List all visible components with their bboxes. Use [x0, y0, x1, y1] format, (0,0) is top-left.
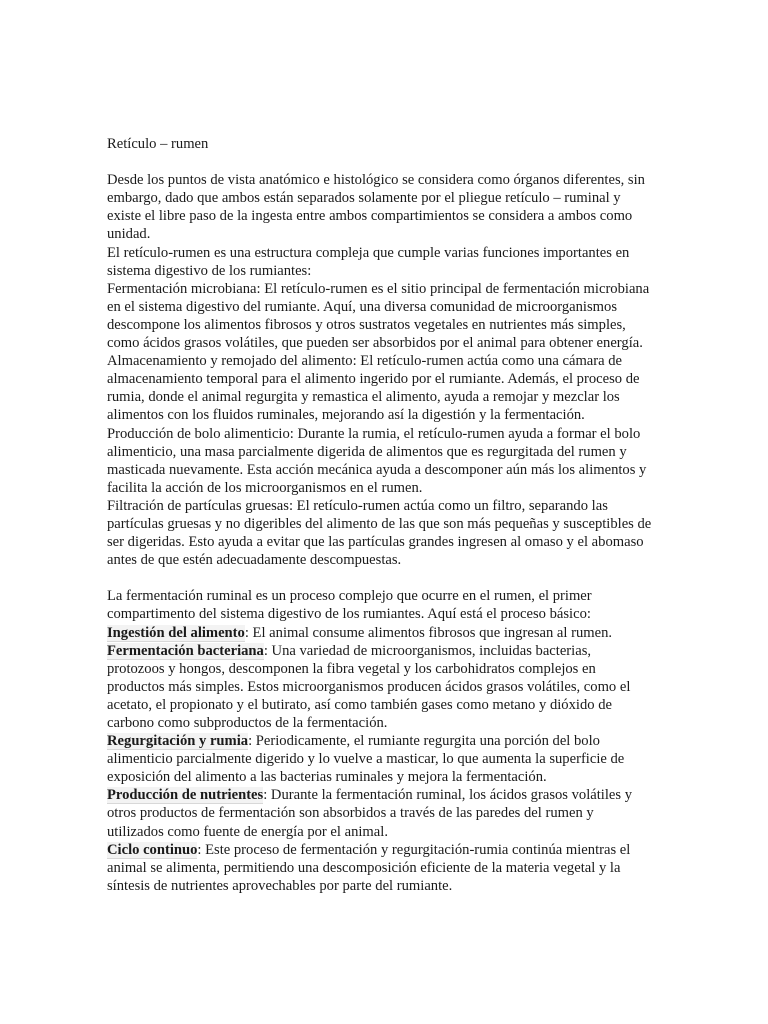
functions-intro-paragraph: El retículo-rumen es una estructura compleja que cumple varias funciones importantes en sistema digestivo de los rumiantes:	[107, 244, 630, 279]
step-term: Ciclo continuo	[107, 841, 198, 858]
fermentation-intro-paragraph: La fermentación ruminal es un proceso complejo que ocurre en el rumen, el primer compartimento del sistema digestivo de los rumiantes. Aquí está el proceso básico:	[107, 588, 592, 623]
step-text: : Una variedad de microorganismos, incluidas bacterias, protozoos y hongos, descomponen la fibra vegetal y los carbohidratos complejos en productos más simples. Estos microorganismos producen ácidos grasos volátiles, como el acetato, el propionato y el butirato, así como también gases como metano y dióxido de carbono como subproductos de la fermentación.	[107, 642, 631, 731]
step-paragraph	[107, 732, 652, 786]
step-paragraph	[107, 841, 652, 895]
step-term: Regurgitación y rumia	[107, 733, 249, 750]
step-text: : El animal consume alimentos fibrosos que ingresan al rumen.	[244, 624, 613, 641]
step-text: : Durante la fermentación ruminal, los ácidos grasos volátiles y otros productos de fermentación son absorbidos a través de las paredes del rumen y utilizados como fuente de energía por el animal.	[107, 787, 633, 840]
step-term: Fermentación bacteriana	[107, 642, 264, 659]
step-paragraph	[107, 786, 652, 840]
document-title: Retículo – rumen	[107, 136, 209, 152]
function-paragraph: Almacenamiento y remojado del alimento: El retículo-rumen actúa como una cámara de almacenamiento temporal para el alimento ingerido por el rumiante. Además, el proceso de rumia, donde el animal regurgita y remastica el alimento, ayuda a remojar y mezclar los alimentos con los fluidos ruminales, mejorando así la digestión y la fermentación.	[107, 353, 640, 424]
function-paragraph: Fermentación microbiana: El retículo-rumen es el sitio principal de fermentación microbiana en el sistema digestivo del rumiante. Aquí, una diversa comunidad de microorganismos descompone los alimentos fibrosos y otros sustratos vegetales en nutrientes más simples, como ácidos grasos volátiles, que pueden ser absorbidos por el animal para obtener energía.	[107, 280, 650, 352]
function-paragraph: Filtración de partículas gruesas: El retículo-rumen actúa como un filtro, separando las partículas gruesas y no digeribles del alimento de las que son más pequeñas y susceptibles de ser digeridas. Esto ayuda a evitar que las partículas grandes ingresen al omaso y el abomaso antes de que estén adecuadamente descompuestas.	[107, 497, 652, 569]
step-text: : Periodicamente, el rumiante regurgita una porción del bolo alimenticio parcialmente digerido y lo vuelve a masticar, lo que aumenta la superficie de exposición del alimento a las bacterias ruminales y mejora la fermentación.	[107, 733, 625, 786]
step-term: Ingestión del alimento	[107, 624, 245, 641]
blank-line	[107, 153, 652, 171]
step-term: Producción de nutrientes	[107, 787, 264, 804]
step-paragraph	[107, 624, 652, 642]
intro-paragraph: Desde los puntos de vista anatómico e histológico se considera como órganos diferentes, sin embargo, dado que ambos están separados solamente por el pliegue retículo – ruminal y existe el libre paso de la ingesta entre ambos compartimientos se considera a ambos como unidad.	[107, 172, 645, 243]
function-paragraph: Producción de bolo alimenticio: Durante la rumia, el retículo-rumen ayuda a formar el bolo alimenticio, una masa parcialmente digerida de alimentos que es regurgitada del rumen y masticada nuevamente. Esta acción mecánica ayuda a descomponer aún más los alimentos y facilita la acción de los microorganismos en el rumen.	[107, 425, 647, 496]
document-page	[107, 135, 652, 895]
blank-line	[107, 569, 652, 587]
step-paragraph	[107, 642, 652, 732]
step-text: : Este proceso de fermentación y regurgitación-rumia continúa mientras el animal se alimenta, permitiendo una descomposición eficiente de la materia vegetal y la síntesis de nutrientes aprovechables por parte del rumiante.	[107, 841, 631, 894]
